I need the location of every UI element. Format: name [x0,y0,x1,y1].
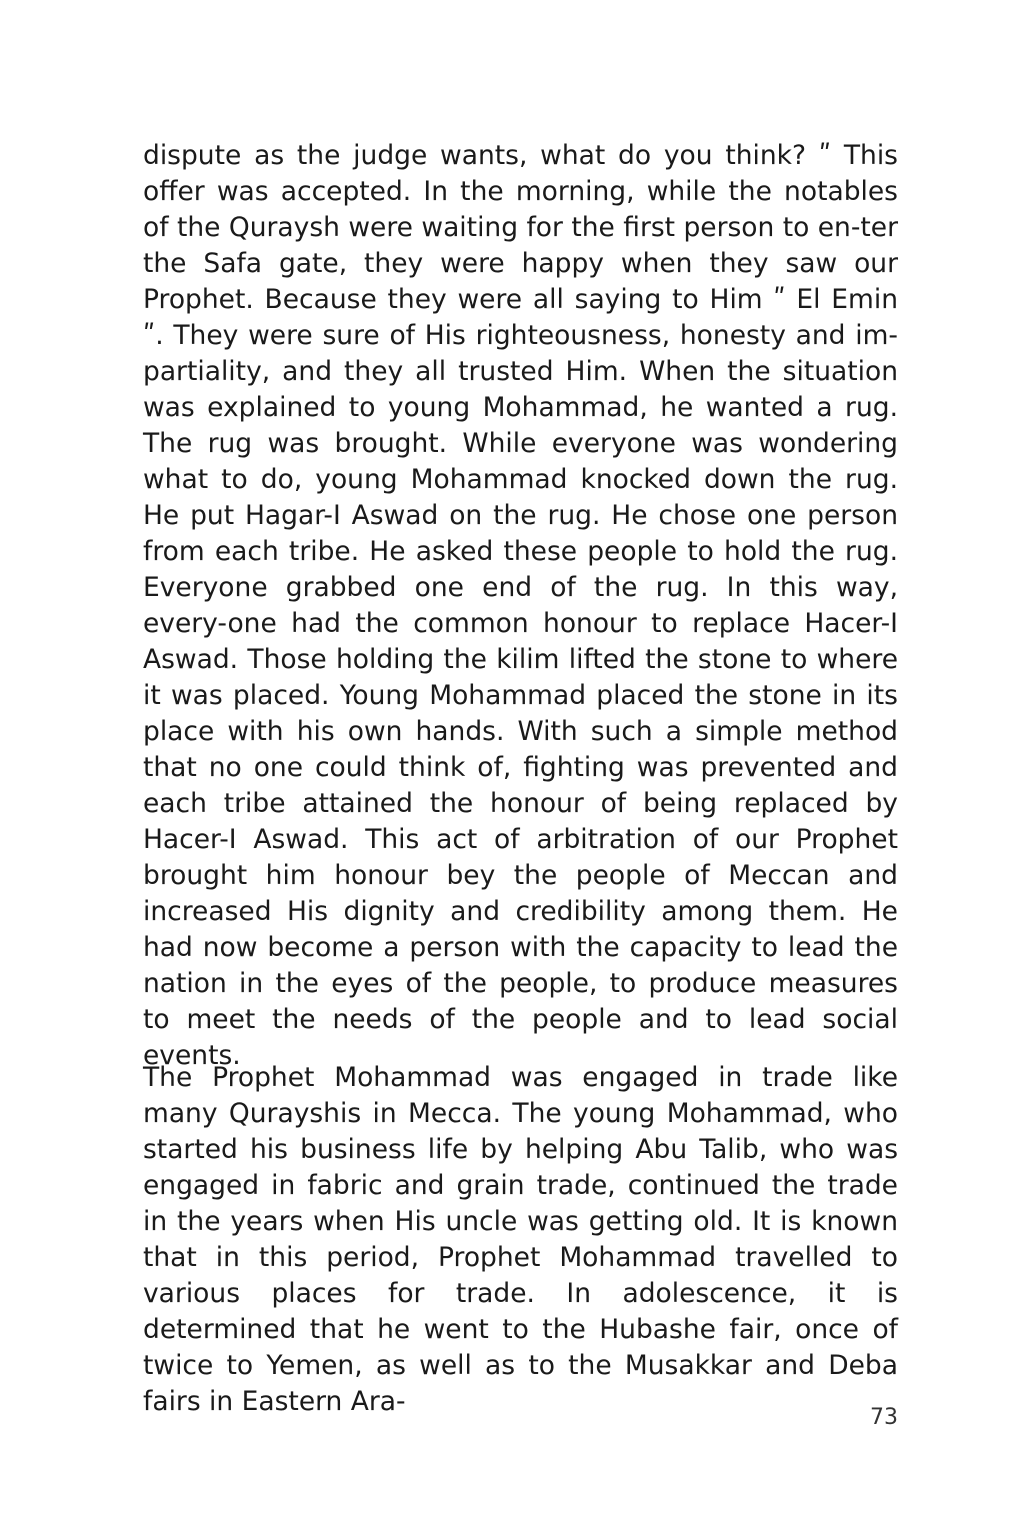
body-paragraph-1: dispute as the judge wants, what do you think? ʺ This offer was accepted. In the morning, while the notables of the Quraysh were waiting for the first person to en-ter the Safa gate, they were happy when they saw our Prophet. Because they were all saying to Him ʺ El Emin ʺ. They were sure of His righteousness, honesty and im-partiality, and they all trusted Him. When the situation was explained to young Mohammad, he wanted a rug. The rug was brought. While everyone was wondering what to do, young Mohammad knocked down the rug. He put Hagar-I Aswad on the rug. He chose one person from each tribe. He asked these people to hold the rug. Everyone grabbed one end of the rug. In this way, every-one had the common honour to replace Hacer-I Aswad. Those holding the kilim lifted the stone to where it was placed. Young Mohammad placed the stone in its place with his own hands. With such a simple method that no one could think of, fighting was prevented and each tribe attained the honour of being replaced by Hacer-I Aswad. This act of arbitration of our Prophet brought him honour bey the people of Meccan and increased His dignity and credibility among them. He had now become a person with the capacity to lead the nation in the eyes of the people, to produce measures to meet the needs of the people and to lead social events. [143,140,898,1071]
body-paragraph-2: The Prophet Mohammad was engaged in trade like many Qurayshis in Mecca. The young Mohammad, who started his business life by helping Abu Talib, who was engaged in fabric and grain trade, continued the trade in the years when His uncle was getting old. It is known that in this period, Prophet Mohammad travelled to various places for trade. In adolescence, it is determined that he went to the Hubashe fair, once of twice to Yemen, as well as to the Musakkar and Deba fairs in Eastern Ara- [143,1062,898,1417]
page-number: 73 [870,1405,898,1430]
